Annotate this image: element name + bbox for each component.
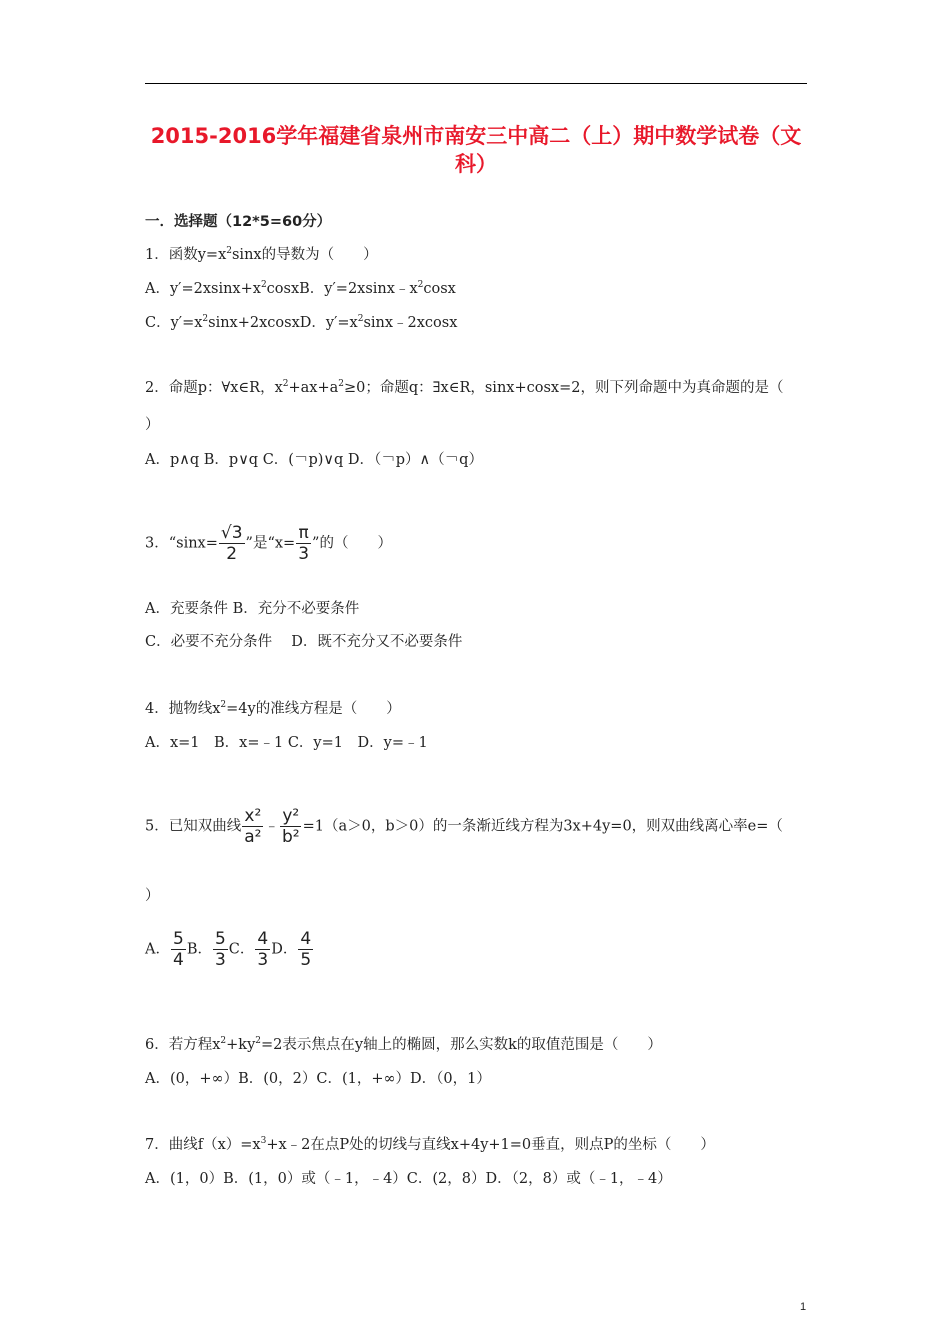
page-title: 2015-2016学年福建省泉州市南安三中高二（上）期中数学试卷（文科） <box>150 124 802 176</box>
question-2-stem: 2．命题p：∀x∈R，$x^2+ax+a^2\ge 0$；命题q：∃x∈R，sinx+cosx=2，则下列命题中为真命题的是（ <box>145 379 784 396</box>
page-number: 1 <box>800 1301 807 1313</box>
question-1-options-cd: C．$y'=x^2\sin x+2xcosxD$．$y'=x^2\sin x﹣2xcosx$ <box>145 314 458 331</box>
option-c-fraction: $\frac{4}{3}$ <box>257 929 269 970</box>
option-b-fraction: $\frac{5}{3}$ <box>214 929 226 970</box>
header-rule <box>145 83 807 84</box>
question-2-stem-end: ） <box>145 417 160 433</box>
question-7-options: A．(1，0）B．(1，0）或（﹣1，﹣4）C．(2，8）D．（2，8）或（﹣1，﹣4） <box>145 1171 672 1187</box>
question-5-stem: 5．已知双曲线 $\frac{\text{x²}}{\text{a²}}$ ﹣ $\frac{\text{y²}}{\text{b²}}$ =1（a＞0，b＞0）的一条渐近线方程为3x+4y=0，则双曲线离心率e=（ <box>145 806 783 847</box>
question-4-options: A．x=1 B．x=﹣1 C．y=1 D．y=﹣1 <box>145 735 428 751</box>
option-a-fraction: $\frac{5}{4}$ <box>172 929 184 970</box>
fraction-sqrt3-over-2: $\frac{√3}{2}$ <box>220 523 243 564</box>
fraction-pi-over-3: $\frac{\pi}{3}$ <box>298 523 310 564</box>
question-3-stem: 3．“sinx= $\frac{√3}{2}$ ”是“x= $\frac{\pi}{3}$ ”的（ ） <box>145 523 392 564</box>
question-7-stem: 7．曲线$f(x)=x^3+x﹣2$在点P处的切线与直线x+4y+1=0垂直，则点P的坐标（ ） <box>145 1136 715 1153</box>
question-2-options: A．p∧q B．p∨q C．(￢p)∨q D．（￢p）∧（￢q） <box>145 452 483 468</box>
fraction-y2-over-b2: $\frac{\text{y²}}{\text{b²}}$ <box>281 806 300 847</box>
question-6-options: A．(0，+∞）B．(0，2）C．(1，+∞）D．（0，1） <box>145 1071 491 1087</box>
question-1-options-ab: A．$y'=2xsinx+x^2cosxB$．$y'=2xsinx﹣x^2\cos x$ <box>145 280 456 297</box>
option-d-fraction: $\frac{4}{5}$ <box>300 929 312 970</box>
question-5-stem-end: ） <box>145 888 160 904</box>
section-heading: 一．选择题（12*5=60分） <box>145 214 332 230</box>
question-5-options: A． $\frac{5}{4}$ B． $\frac{5}{3}$ C． $\frac{4}{3}$ D． $\frac{4}{5}$ <box>145 929 312 970</box>
question-3-options-ab: A．充要条件 B．充分不必要条件 <box>145 601 360 617</box>
fraction-x2-over-a2: $\frac{\text{x²}}{\text{a²}}$ <box>244 806 262 847</box>
question-1-stem: 1．函数$y=x^2\sin x$的导数为（ ） <box>145 246 378 263</box>
question-6-stem: 6．若方程$x^2+ky^2=2$表示焦点在y轴上的椭圆，那么实数k的取值范围是（ ） <box>145 1036 662 1053</box>
question-3-options-cd: C．必要不充分条件 D．既不充分又不必要条件 <box>145 634 463 650</box>
question-4-stem: 4．抛物线$x^2=4y$的准线方程是（ ） <box>145 700 401 717</box>
